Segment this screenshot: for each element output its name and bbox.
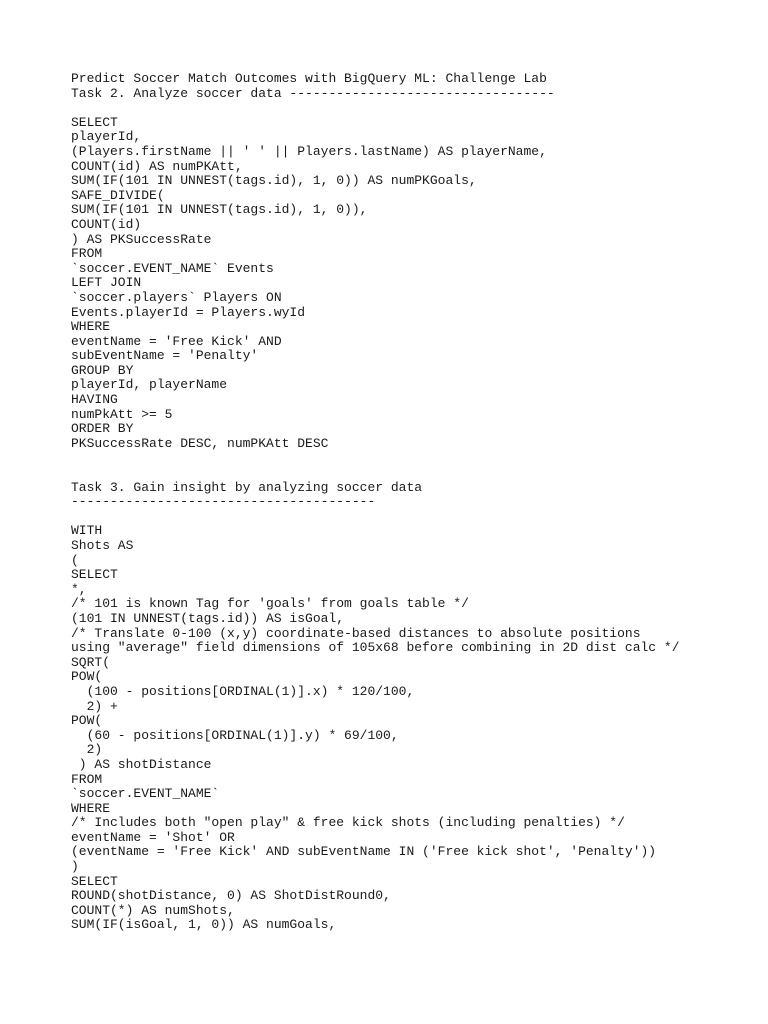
document-line: numPkAtt >= 5 xyxy=(71,406,173,422)
document-line: GROUP BY xyxy=(71,362,134,378)
document-line: playerId, xyxy=(71,129,142,145)
document-line: FROM xyxy=(71,771,103,787)
document-line: SUM(IF(101 IN UNNEST(tags.id), 1, 0)) AS numPKGoals, xyxy=(71,173,477,189)
document-line: 2) xyxy=(71,742,103,758)
document-line: /* 101 is known Tag for 'goals' from goals table */ xyxy=(71,596,469,612)
document-line: `soccer.EVENT_NAME` Events xyxy=(71,260,274,276)
document-line: Task 2. Analyze soccer data ---------------------------------- xyxy=(71,85,555,101)
document-line: PKSuccessRate DESC, numPKAtt DESC xyxy=(71,435,329,451)
blank-line xyxy=(71,101,761,116)
document-line: Shots AS xyxy=(71,538,134,553)
document-line: LEFT JOIN xyxy=(71,275,142,291)
blank-line xyxy=(71,451,761,466)
document-line: ) xyxy=(71,859,79,875)
document-line: `soccer.EVENT_NAME` xyxy=(71,786,220,802)
document-line: COUNT(id) xyxy=(71,216,142,232)
document-line: POW( xyxy=(71,669,103,685)
document-line: using "average" field dimensions of 105x68 before combining in 2D dist calc */ xyxy=(71,640,680,656)
document-line: (101 IN UNNEST(tags.id)) AS isGoal, xyxy=(71,610,345,626)
document-line: eventName = 'Shot' OR xyxy=(71,829,235,845)
document-line: (100 - positions[ORDINAL(1)].x) * 120/100, xyxy=(71,683,415,699)
document-line: ROUND(shotDistance, 0) AS ShotDistRound0, xyxy=(71,888,391,904)
document-line: subEventName = 'Penalty' xyxy=(71,348,259,364)
document-line: (Players.firstName || ' ' || Players.lastName) AS playerName, xyxy=(71,143,547,159)
document-line: Events.playerId = Players.wyId xyxy=(71,304,306,320)
document-line: SAFE_DIVIDE( xyxy=(71,187,165,203)
document-line: eventName = 'Free Kick' AND xyxy=(71,333,282,349)
document-line: playerId, playerName xyxy=(71,377,228,393)
document-line: WHERE xyxy=(71,319,111,335)
document-line: SUM(IF(isGoal, 1, 0)) AS numGoals, xyxy=(71,917,337,933)
document-line: SELECT xyxy=(71,873,118,889)
document-line: --------------------------------------- xyxy=(71,494,376,510)
document-line: ( xyxy=(71,552,79,568)
document-line: WITH xyxy=(71,523,103,539)
document-line: (eventName = 'Free Kick' AND subEventName IN ('Free kick shot', 'Penalty')) xyxy=(71,844,657,860)
document-line: ) AS shotDistance xyxy=(71,756,212,772)
document-line: POW( xyxy=(71,713,103,729)
document-line: Predict Soccer Match Outcomes with BigQuery ML: Challenge Lab xyxy=(71,71,547,86)
document-line: FROM xyxy=(71,246,103,262)
document-line: HAVING xyxy=(71,392,118,408)
document-line: Task 3. Gain insight by analyzing soccer data xyxy=(71,479,423,495)
document-page xyxy=(71,72,761,933)
document-line: SQRT( xyxy=(71,654,111,670)
document-line: COUNT(*) AS numShots, xyxy=(71,902,235,918)
blank-line xyxy=(71,510,761,525)
document-line: /* Translate 0-100 (x,y) coordinate-based distances to absolute positions xyxy=(71,625,641,641)
document-line: WHERE xyxy=(71,800,111,816)
document-line: ) AS PKSuccessRate xyxy=(71,231,212,247)
document-line: SUM(IF(101 IN UNNEST(tags.id), 1, 0)), xyxy=(71,202,368,218)
document-line: SELECT xyxy=(71,567,118,583)
document-line: *, xyxy=(71,581,87,597)
document-line: ORDER BY xyxy=(71,421,134,437)
document-line: SELECT xyxy=(71,114,118,130)
document-line: (60 - positions[ORDINAL(1)].y) * 69/100, xyxy=(71,727,399,743)
document-line: 2) + xyxy=(71,698,118,714)
document-line: /* Includes both "open play" & free kick shots (including penalties) */ xyxy=(71,815,625,831)
document-line: COUNT(id) AS numPKAtt, xyxy=(71,158,243,174)
blank-line xyxy=(71,466,761,481)
document-line: `soccer.players` Players ON xyxy=(71,289,282,305)
